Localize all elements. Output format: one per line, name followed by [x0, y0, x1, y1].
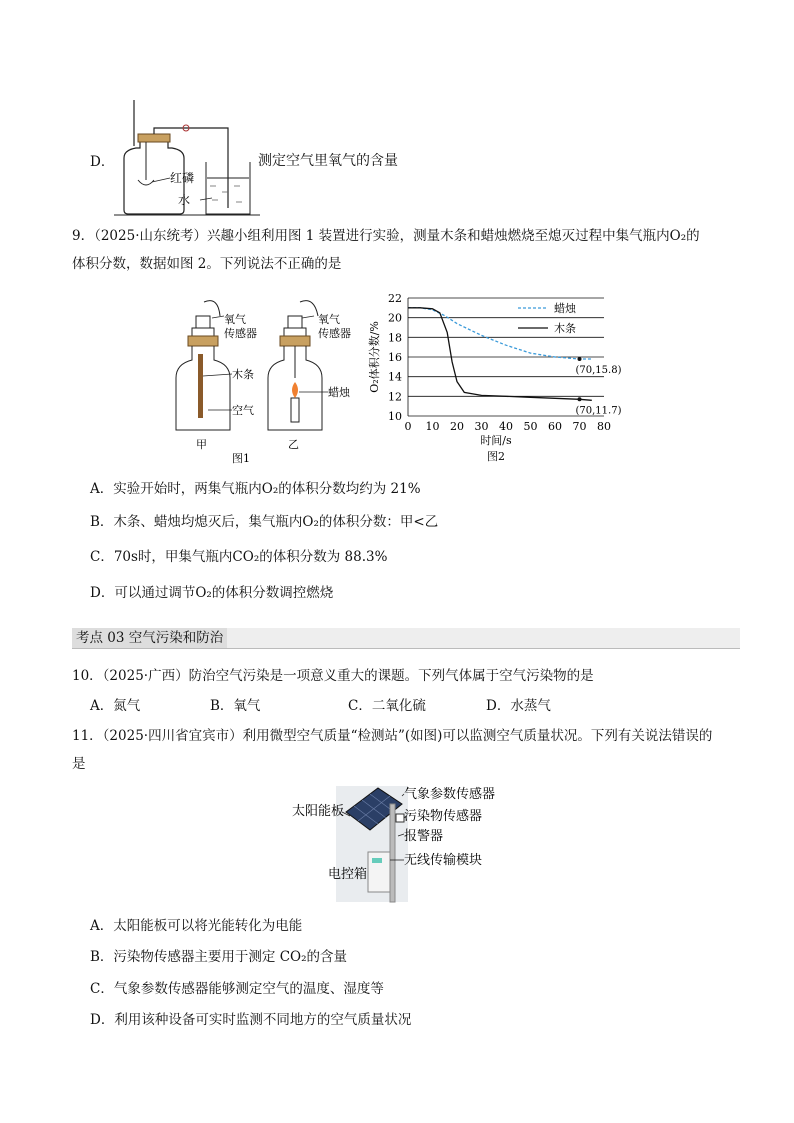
x-tick-label: 10 — [425, 420, 440, 433]
x-tick-label: 50 — [523, 420, 538, 433]
solar-panel-label: 太阳能板 — [292, 804, 345, 819]
sensor-label-jia-2: 传感器 — [224, 327, 257, 340]
x-tick-label: 80 — [597, 420, 611, 433]
y-tick-label: 16 — [388, 351, 402, 364]
y-tick-label: 12 — [388, 390, 402, 404]
alarm-label: 报警器 — [404, 829, 444, 844]
q9-option-b: B．木条、蜡烛均熄灭后，集气瓶内O₂的体积分数：甲<乙 — [90, 514, 439, 530]
annotation-label-0: (70,15.8) — [575, 364, 622, 376]
y-tick-label: 20 — [388, 311, 402, 325]
sensor-label-jia-1: 氧气 — [224, 313, 246, 326]
q11-option-c: C．气象参数传感器能够测定空气的温度、湿度等 — [90, 981, 384, 997]
legend-label-1: 木条 — [554, 322, 576, 335]
y-tick-label: 14 — [388, 370, 402, 384]
x-tick-label: 30 — [474, 420, 489, 433]
question-11-line1: 11．（2025·四川省宜宾市）利用微型空气质量“检测站”(如图)可以监测空气质量状况。下列有关说法错误的 — [72, 728, 713, 744]
figure-1-apparatus — [168, 294, 368, 464]
x-tick-label: 40 — [499, 420, 513, 433]
x-tick-label: 60 — [548, 420, 562, 433]
sensor-label-yi-2: 传感器 — [318, 327, 351, 340]
air-label: 空气 — [232, 404, 254, 417]
q11-option-d: D．利用该种设备可实时监测不同地方的空气质量状况 — [90, 1012, 412, 1028]
red-phosphorus-label: 红磷 — [170, 171, 195, 185]
y-tick-label: 22 — [388, 292, 402, 305]
x-axis-label: 时间/s — [480, 434, 512, 447]
figure-2-caption: 图2 — [487, 450, 505, 463]
x-tick-label: 0 — [404, 420, 412, 433]
legend-label-0: 蜡烛 — [554, 302, 576, 315]
control-box-label: 电控箱 — [328, 867, 368, 882]
q9-option-a: A．实验开始时，两集气瓶内O₂的体积分数均约为 21% — [90, 481, 421, 497]
q10-option-b: B．氧气 — [210, 698, 261, 714]
y-tick-label: 10 — [388, 410, 402, 423]
question-10-stem: 10．（2025·广西）防治空气污染是一项意义重大的课题。下列气体属于空气污染物的是 — [72, 668, 594, 684]
q9-option-d: D．可以通过调节O₂的体积分数调控燃烧 — [90, 585, 334, 601]
q8-option-d-label: D． — [90, 154, 115, 170]
water-label: 水 — [178, 193, 191, 207]
figure-1-caption: 图1 — [232, 452, 250, 464]
annotation-point-1 — [578, 397, 582, 401]
red-phosphorus-apparatus-figure — [112, 98, 262, 218]
air-quality-station-figure — [280, 782, 520, 906]
y-axis-label: O₂体积分数/% — [368, 321, 381, 393]
sensor-label-yi-1: 氧气 — [318, 313, 340, 326]
candle-label: 蜡烛 — [328, 386, 350, 399]
yi-label: 乙 — [288, 438, 299, 451]
q10-option-a: A．氮气 — [90, 698, 141, 714]
y-tick-label: 18 — [388, 331, 402, 345]
x-tick-label: 20 — [450, 420, 464, 433]
question-11-line2: 是 — [72, 756, 86, 772]
q9-option-c: C．70s时，甲集气瓶内CO₂的体积分数为 88.3% — [90, 549, 388, 565]
question-9-stem — [72, 222, 722, 278]
wireless-module-label: 无线传输模块 — [404, 853, 483, 868]
q10-option-c: C．二氧化硫 — [348, 698, 426, 714]
annotation-point-0 — [578, 357, 582, 361]
figure-2-chart — [366, 286, 626, 466]
question-9-line1: 9．（2025·山东统考）兴趣小组利用图 1 装置进行实验，测量木条和蜡烛燃烧至熄灭过程中集气瓶内O₂的 — [72, 228, 700, 244]
question-9-line2: 体积分数，数据如图 2。下列说法不正确的是 — [72, 256, 342, 272]
pollutant-sensor-label: 污染物传感器 — [404, 809, 483, 824]
stick-label: 木条 — [232, 368, 254, 381]
section-header — [72, 628, 740, 649]
jia-label: 甲 — [196, 438, 207, 451]
question-11-stem — [72, 722, 722, 778]
q8-option-d-caption: 测定空气里氧气的含量 — [258, 153, 398, 169]
annotation-label-1: (70,11.7) — [575, 405, 622, 417]
x-tick-label: 70 — [572, 420, 587, 433]
q11-option-b: B．污染物传感器主要用于测定 CO₂的含量 — [90, 949, 348, 965]
weather-sensor-label: 气象参数传感器 — [404, 787, 496, 802]
section-title: 考点 03 空气污染和防治 — [72, 628, 227, 648]
q11-option-a: A．太阳能板可以将光能转化为电能 — [90, 918, 303, 934]
q10-option-d: D．水蒸气 — [486, 698, 551, 714]
